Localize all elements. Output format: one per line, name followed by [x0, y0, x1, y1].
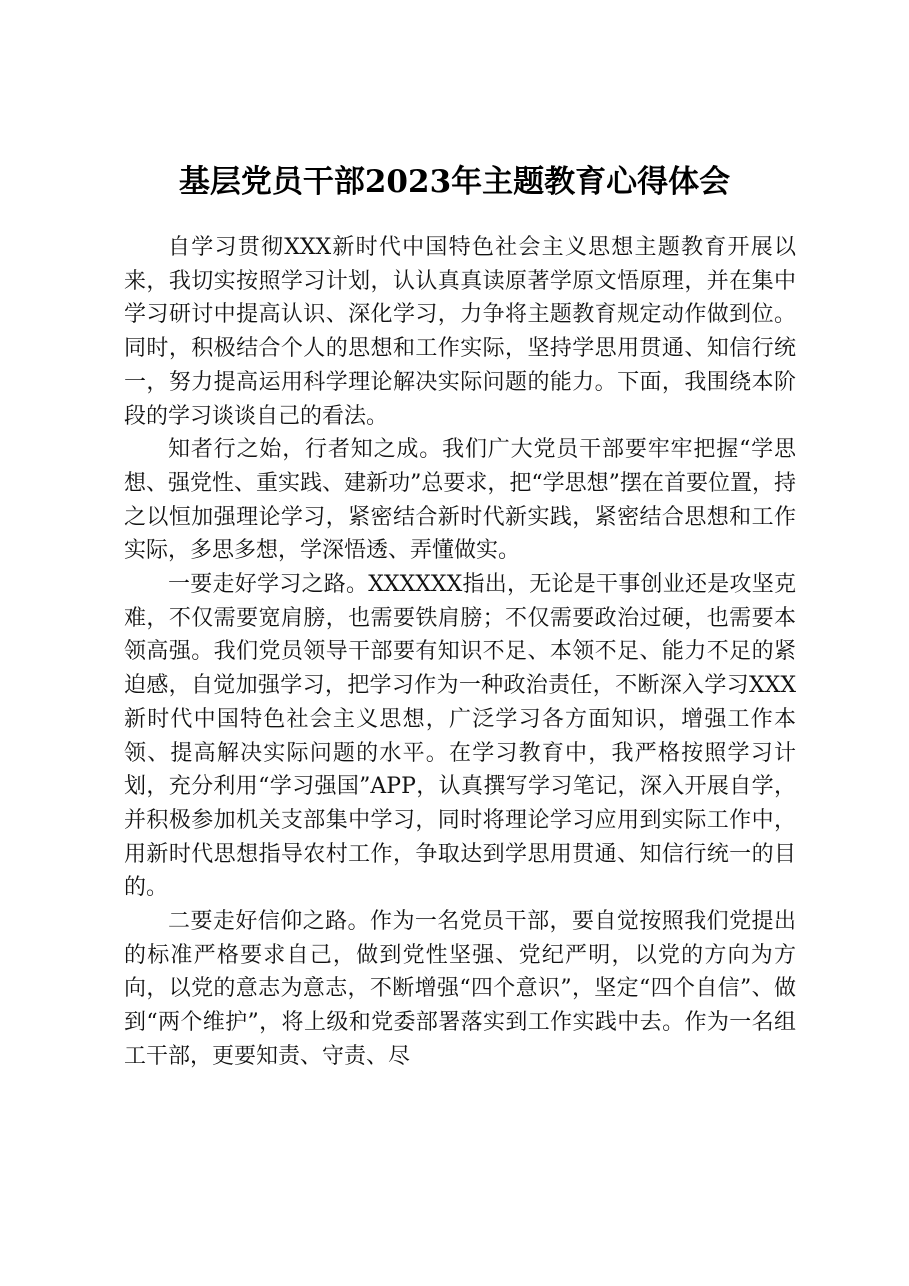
- document-title: 基层党员干部2023年主题教育心得体会: [178, 164, 731, 200]
- paragraph-knowledge-action: 知者行之始，行者知之成。我们广大党员干部要牢牢把握“学思想、强党性、重实践、建新功”总要求，把“学思想”摆在首要位置，持之以恒加强理论学习，紧密结合新时代新实践，紧密结合思想和工作实际，多思多想，学深悟透、弄懂做实。: [124, 437, 796, 564]
- document-body: [124, 231, 796, 1074]
- paragraph-faith-path: 二要走好信仰之路。作为一名党员干部，要自觉按照我们党提出的标准严格要求自己，做到党性坚强、党纪严明，以党的方向为方向，以党的意志为意志，不断增强“四个意识”，坚定“四个自信”、做到“两个维护”，将上级和党委部署落实到工作实践中去。作为一名组工干部，更要知责、守责、尽: [124, 909, 796, 1069]
- paragraph-intro: 自学习贯彻XXX新时代中国特色社会主义思想主题教育开展以来，我切实按照学习计划，认认真真读原著学原文悟原理，并在集中学习研讨中提高认识、深化学习，力争将主题教育规定动作做到位。同时，积极结合个人的思想和工作实际，坚持学思用贯通、知信行统一，努力提高运用科学理论解决实际问题的能力。下面，我围绕本阶段的学习谈谈自己的看法。: [124, 235, 796, 429]
- paragraph-study-path: 一要走好学习之路。XXXXXX指出，无论是干事创业还是攻坚克难，不仅需要宽肩膀，也需要铁肩膀；不仅需要政治过硬，也需要本领高强。我们党员领导干部要有知识不足、本领不足、能力不足的紧迫感，自觉加强学习，把学习作为一种政治责任，不断深入学习XXX新时代中国特色社会主义思想，广泛学习各方面知识，增强工作本领、提高解决实际问题的水平。在学习教育中，我严格按照学习计划，充分利用“学习强国”APP，认真撰写学习笔记，深入开展自学，并积极参加机关支部集中学习，同时将理论学习应用到实际工作中，用新时代思想指导农村工作，争取达到学思用贯通、知信行统一的目的。: [124, 572, 796, 901]
